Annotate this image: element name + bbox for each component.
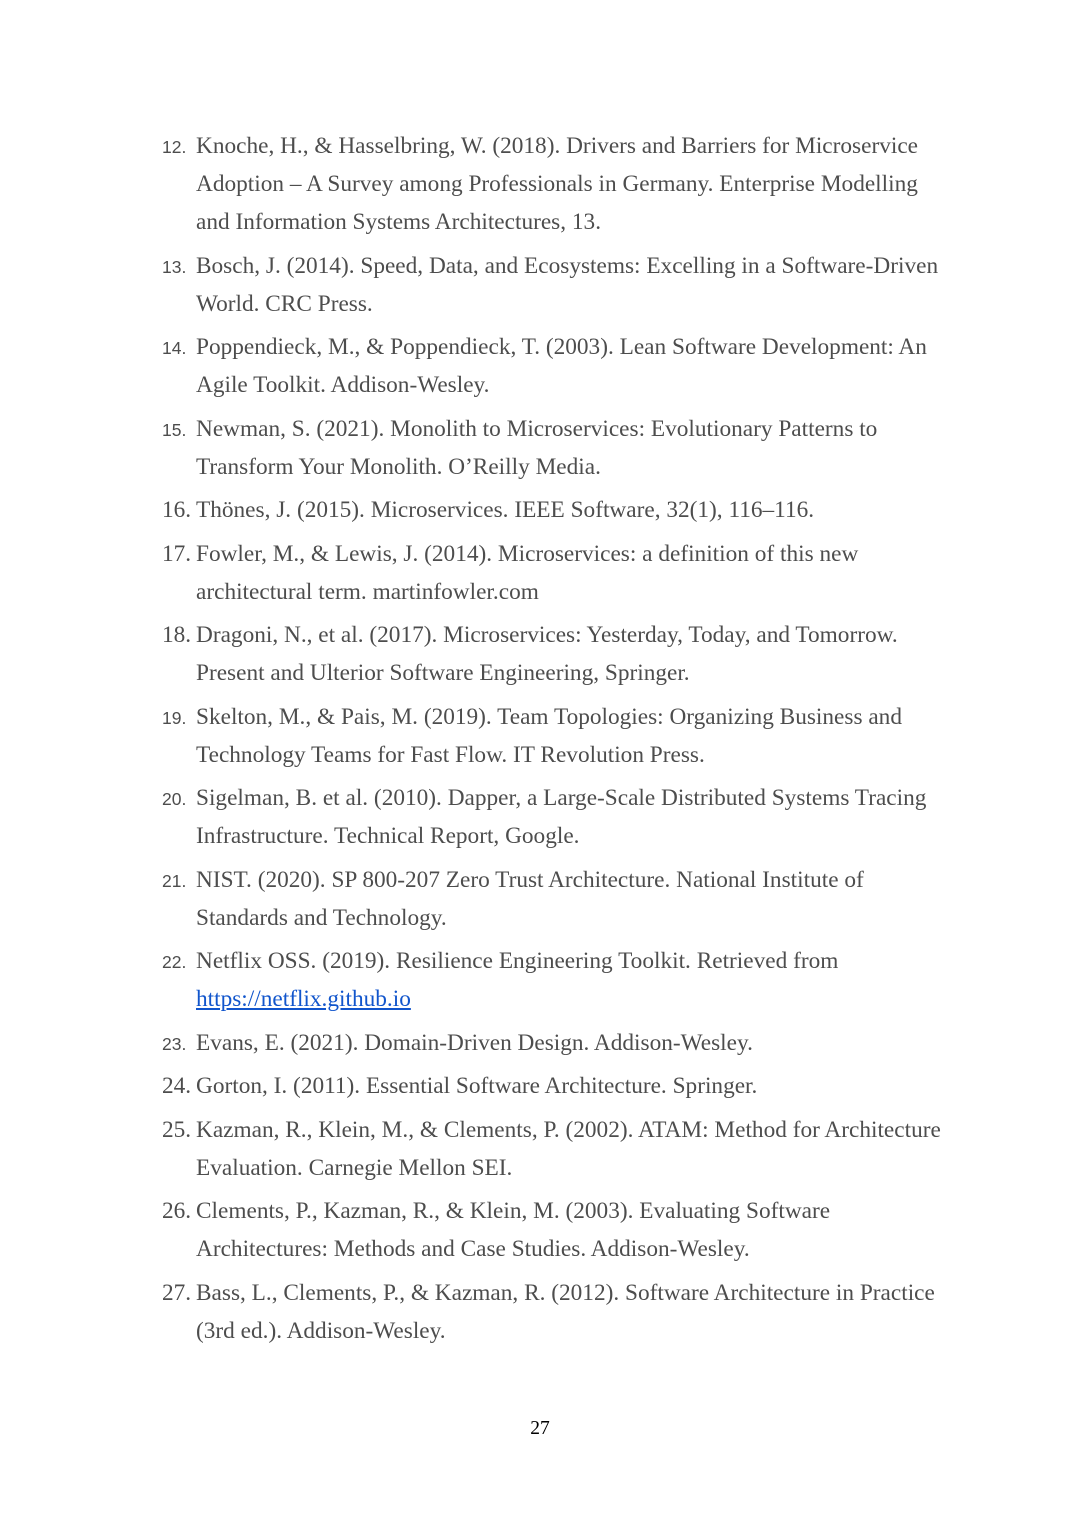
reference-text: Sigelman, B. et al. (2010). Dapper, a Large-Scale Distributed Systems Tracing Infrastructure. Technical Report, Google. xyxy=(196,785,927,849)
reference-item-19 xyxy=(162,698,952,774)
reference-number: 15. xyxy=(162,419,187,440)
reference-number: 27. xyxy=(162,1279,192,1306)
reference-item-15 xyxy=(162,410,952,486)
reference-number: 17. xyxy=(162,540,192,567)
reference-item-12 xyxy=(162,127,952,241)
reference-item-18 xyxy=(162,616,952,692)
reference-number: 12. xyxy=(162,137,187,157)
reference-text: Bosch, J. (2014). Speed, Data, and Ecosystems: Excelling in a Software-Driven World. CRC Press. xyxy=(196,252,939,317)
reference-text: Skelton, M., & Pais, M. (2019). Team Topologies: Organizing Business and Technology Teams for Fast Flow. IT Revolution Press. xyxy=(196,703,902,768)
reference-item-20 xyxy=(162,779,952,855)
reference-text: Bass, L., Clements, P., & Kazman, R. (2012). Software Architecture in Practice (3rd ed.). Addison-Wesley. xyxy=(196,1279,935,1344)
reference-number: 25. xyxy=(162,1116,192,1143)
reference-text: Kazman, R., Klein, M., & Clements, P. (2002). ATAM: Method for Architecture Evaluation. Carnegie Mellon SEI. xyxy=(196,1116,941,1181)
page-number: 27 xyxy=(530,1418,550,1439)
reference-number: 23. xyxy=(162,1033,187,1054)
reference-number: 26. xyxy=(162,1198,192,1224)
reference-text: Evans, E. (2021). Domain-Driven Design. Addison-Wesley. xyxy=(196,1029,753,1056)
reference-text: NIST. (2020). SP 800-207 Zero Trust Architecture. National Institute of Standards and Technology. xyxy=(196,866,864,931)
reference-number: 13. xyxy=(162,256,187,277)
reference-text: Gorton, I. (2011). Essential Software Architecture. Springer. xyxy=(196,1073,758,1099)
reference-number: 20. xyxy=(162,789,187,809)
reference-item-21 xyxy=(162,861,952,937)
reference-item-26 xyxy=(162,1192,952,1268)
reference-text: Poppendieck, M., & Poppendieck, T. (2003). Lean Software Development: An Agile Toolkit. Addison-Wesley. xyxy=(196,334,927,398)
reference-item-14 xyxy=(162,328,952,404)
reference-item-24 xyxy=(162,1067,952,1105)
reference-text: Thönes, J. (2015). Microservices. IEEE Software, 32(1), 116–116. xyxy=(196,497,815,523)
reference-text: Knoche, H., & Hasselbring, W. (2018). Drivers and Barriers for Microservice Adoption – A Survey among Professionals in Germany. Enterprise Modelling and Information Systems Architectures, 13. xyxy=(196,133,919,235)
reference-number: 24. xyxy=(162,1073,192,1099)
reference-text: Netflix OSS. (2019). Resilience Engineering Toolkit. Retrieved from xyxy=(196,948,839,974)
reference-item-25 xyxy=(162,1111,952,1187)
reference-item-23 xyxy=(162,1024,952,1062)
reference-text: Fowler, M., & Lewis, J. (2014). Microservices: a definition of this new architectural term. martinfowler.com xyxy=(196,540,859,605)
reference-item-22 xyxy=(162,942,952,1018)
reference-number: 18. xyxy=(162,622,192,648)
reference-number: 14. xyxy=(162,338,187,358)
reference-item-16 xyxy=(162,491,952,529)
reference-text: Newman, S. (2021). Monolith to Microservices: Evolutionary Patterns to Transform Your Monolith. O’Reilly Media. xyxy=(196,415,878,480)
reference-item-13 xyxy=(162,247,952,323)
reference-item-17 xyxy=(162,535,952,611)
reference-number: 19. xyxy=(162,707,187,728)
reference-item-27 xyxy=(162,1274,952,1350)
reference-text: Dragoni, N., et al. (2017). Microservices: Yesterday, Today, and Tomorrow. Present and Ulterior Software Engineering, Springer. xyxy=(196,622,898,686)
reference-text: Clements, P., Kazman, R., & Klein, M. (2003). Evaluating Software Architectures: Methods and Case Studies. Addison-Wesley. xyxy=(196,1198,831,1262)
reference-number: 21. xyxy=(162,870,187,891)
reference-list xyxy=(162,127,952,1355)
netflix-github-link[interactable]: https://netflix.github.io xyxy=(196,986,411,1012)
reference-number: 16. xyxy=(162,497,192,523)
reference-number: 22. xyxy=(162,952,187,972)
